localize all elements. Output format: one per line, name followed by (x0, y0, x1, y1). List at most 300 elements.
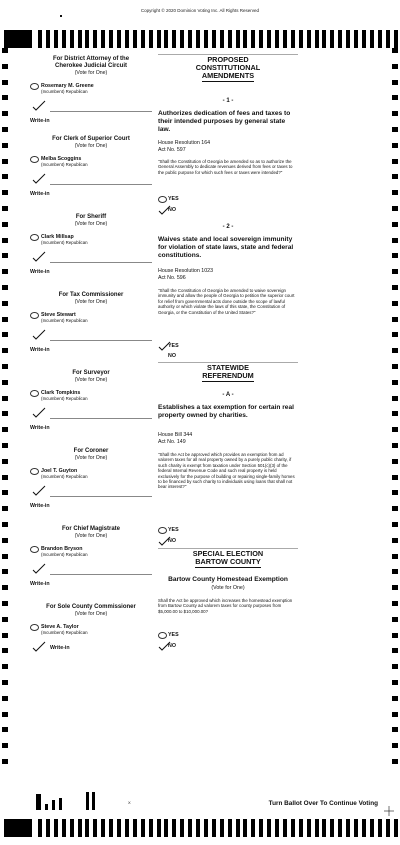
vote-oval[interactable] (30, 156, 39, 163)
timing-mark (164, 819, 168, 837)
answer-no[interactable] (158, 352, 218, 360)
timing-mark (392, 648, 398, 653)
candidate-party: (Incumbent) Republican (41, 630, 88, 635)
timing-mark (2, 159, 8, 164)
timing-mark (180, 30, 184, 48)
timing-mark (117, 30, 121, 48)
timing-mark (93, 30, 97, 48)
timing-mark (392, 285, 398, 290)
copyright-notice: Copyright © 2020 Dominion Voting Inc. All Rights Reserved (140, 8, 260, 13)
timing-mark (392, 143, 398, 148)
ballot-mark: X (128, 800, 131, 805)
timing-mark (85, 30, 89, 48)
timing-mark (172, 819, 176, 837)
timing-mark (299, 30, 303, 48)
candidate-name: Steve Stewart (41, 312, 76, 318)
answer-label: YES (168, 343, 179, 349)
vote-for-label: (Vote for One) (74, 143, 108, 149)
race-title: For Tax Commissioner (58, 292, 124, 298)
timing-mark (204, 30, 208, 48)
writein-label: Write-in (30, 191, 50, 197)
timing-mark (38, 30, 42, 48)
timing-mark (2, 285, 8, 290)
timing-mark (157, 30, 161, 48)
race-title: For Sole County Commissioner (46, 604, 136, 610)
question-title: Waives state and local sovereign immunity for violation of state laws, state and federal constitutions. (158, 236, 294, 259)
race-title: For Chief Magistrate (61, 526, 120, 532)
timing-mark (2, 364, 8, 369)
timing-mark (2, 459, 8, 464)
candidate-name: Rosemary M. Greene (41, 83, 94, 89)
candidate-party: (Incumbent) Republican (41, 552, 88, 557)
answer-label: NO (168, 643, 176, 649)
timing-mark (267, 30, 271, 48)
timing-mark (392, 617, 398, 622)
pen-mark-icon (32, 171, 46, 185)
writein-option[interactable] (30, 94, 152, 118)
id-bar (52, 800, 55, 810)
section-header-line: STATEWIDE (207, 363, 249, 372)
timing-mark (386, 30, 390, 48)
section-header-line: SPECIAL ELECTION (192, 549, 264, 558)
candidate-option[interactable] (30, 468, 152, 479)
candidate-option[interactable] (30, 546, 152, 557)
timing-mark (164, 30, 168, 48)
timing-mark (2, 427, 8, 432)
timing-mark (392, 664, 398, 669)
vote-for-label: (Vote for One) (74, 221, 108, 227)
timing-mark (392, 743, 398, 748)
race-district-attorney (30, 56, 152, 124)
answer-label: YES (168, 632, 179, 638)
timing-mark (291, 30, 295, 48)
timing-mark (2, 601, 8, 606)
bottom-timing-marks (4, 819, 396, 837)
timing-mark (362, 819, 366, 837)
timing-mark (392, 206, 398, 211)
timing-mark (212, 819, 216, 837)
timing-mark (392, 712, 398, 717)
answer-label: NO (168, 207, 176, 213)
right-timing-marks (392, 48, 398, 776)
timing-mark (93, 819, 97, 837)
pen-mark-icon (32, 405, 46, 419)
timing-mark (346, 30, 350, 48)
vote-oval[interactable] (30, 83, 39, 90)
registration-dot (60, 15, 62, 17)
timing-mark (392, 680, 398, 685)
timing-mark (2, 727, 8, 732)
section-header-line: BARTOW COUNTY (195, 557, 261, 566)
id-bar (36, 794, 41, 810)
pen-mark-icon (32, 561, 46, 575)
question-bill: House Resolution 164 (158, 140, 211, 146)
race-sole-county-commissioner (30, 604, 152, 655)
writein-option[interactable] (30, 401, 152, 425)
vote-oval[interactable] (30, 390, 39, 397)
timing-mark (2, 301, 8, 306)
timing-mark (392, 443, 398, 448)
timing-mark (275, 819, 279, 837)
question-number: - A - (222, 392, 234, 398)
question-number: - 1 - (222, 98, 234, 104)
timing-mark (378, 30, 382, 48)
timing-mark (196, 819, 200, 837)
timing-mark (172, 30, 176, 48)
vote-for-label: (Vote for One) (74, 611, 108, 617)
timing-mark (212, 30, 216, 48)
timing-mark (109, 819, 113, 837)
timing-mark (2, 712, 8, 717)
timing-mark (188, 819, 192, 837)
timing-mark (392, 759, 398, 764)
timing-mark (220, 819, 224, 837)
timing-mark (2, 696, 8, 701)
timing-mark (392, 174, 398, 179)
timing-mark (392, 585, 398, 590)
vote-oval[interactable] (30, 312, 39, 319)
timing-mark (2, 490, 8, 495)
left-timing-marks (2, 48, 8, 776)
timing-mark (2, 475, 8, 480)
timing-mark (378, 819, 382, 837)
timing-mark (370, 819, 374, 837)
timing-mark (2, 127, 8, 132)
timing-mark (62, 30, 66, 48)
timing-mark (2, 664, 8, 669)
section-header-line: AMENDMENTS (201, 71, 255, 80)
question-text: "Shall the Constitution of Georgia be amended so as to authorize the General Assembly to dedicate revenues derived from fees or taxes to the public purpose for which such fees or taxes were intended?" (158, 159, 293, 175)
timing-mark (204, 819, 208, 837)
timing-mark (362, 30, 366, 48)
timing-mark (392, 317, 398, 322)
timing-mark (117, 819, 121, 837)
timing-mark (267, 819, 271, 837)
section-header-line: REFERENDUM (202, 371, 254, 380)
candidate-option[interactable] (30, 312, 152, 323)
timing-mark (354, 819, 358, 837)
timing-mark (2, 348, 8, 353)
candidate-name: Joel T. Guyton (41, 468, 78, 474)
candidate-option[interactable] (30, 156, 152, 167)
timing-mark (283, 30, 287, 48)
id-bar (86, 792, 89, 810)
timing-mark (307, 819, 311, 837)
top-timing-marks (4, 30, 396, 48)
timing-mark (188, 30, 192, 48)
timing-mark (78, 819, 82, 837)
timing-mark (101, 819, 105, 837)
timing-mark (338, 819, 342, 837)
race-sheriff (30, 214, 152, 275)
timing-mark (322, 819, 326, 837)
timing-mark (330, 30, 334, 48)
timing-mark (386, 819, 390, 837)
vote-for-label: (Vote for One) (74, 377, 108, 383)
answer-no[interactable] (158, 642, 218, 650)
timing-mark (392, 364, 398, 369)
race-clerk-superior-court (30, 136, 152, 197)
answer-label: NO (168, 538, 176, 544)
question-text: Shall the Act be approved which increases the homestead exemption from Bartow County ad valorem taxes for county purposes from $5,000.00 to $10,000.00? (158, 598, 293, 614)
timing-mark (228, 30, 232, 48)
candidate-name: Clark Millsap (41, 234, 74, 240)
timing-mark (392, 475, 398, 480)
timing-mark (392, 569, 398, 574)
timing-mark (196, 30, 200, 48)
timing-mark (46, 30, 50, 48)
answer-label: NO (168, 353, 176, 359)
question-bill: House Resolution 1023 (158, 268, 214, 274)
race-surveyor (30, 370, 152, 431)
section-header-line: CONSTITUTIONAL (195, 63, 261, 72)
race-title: For Coroner (73, 448, 109, 454)
timing-mark (392, 633, 398, 638)
timing-mark (133, 30, 137, 48)
section-header-amendments (158, 56, 298, 82)
crosshair-icon (384, 806, 394, 816)
timing-mark (392, 238, 398, 243)
timing-mark (392, 127, 398, 132)
timing-mark (2, 80, 8, 85)
timing-mark (315, 819, 319, 837)
vote-oval[interactable] (30, 468, 39, 475)
timing-mark (392, 696, 398, 701)
question-act: Act No. 597 (158, 147, 186, 153)
timing-mark (392, 427, 398, 432)
candidate-option[interactable] (30, 83, 152, 94)
timing-mark (2, 443, 8, 448)
writein-line (50, 574, 152, 575)
candidate-party: (Incumbent) Republican (41, 474, 88, 479)
writein-option[interactable] (30, 323, 152, 347)
timing-mark (251, 819, 255, 837)
writein-line (50, 340, 152, 341)
race-coroner (30, 448, 152, 509)
timing-mark (392, 348, 398, 353)
candidate-name: Melba Scoggins (41, 156, 82, 162)
answer-no[interactable] (158, 206, 218, 214)
timing-mark (2, 633, 8, 638)
timing-mark (315, 30, 319, 48)
race-title: For Sheriff (75, 214, 107, 220)
timing-mark (354, 30, 358, 48)
vote-oval[interactable] (30, 624, 39, 631)
writein-label: Write-in (30, 347, 50, 353)
race-title: For District Attorney of the (52, 56, 130, 62)
timing-mark (291, 819, 295, 837)
timing-mark (392, 190, 398, 195)
timing-mark (392, 301, 398, 306)
timing-mark (2, 190, 8, 195)
timing-mark (70, 819, 74, 837)
answer-label: YES (168, 196, 179, 202)
answer-yes[interactable] (158, 342, 218, 350)
timing-mark (2, 317, 8, 322)
timing-mark (4, 819, 32, 837)
writein-option[interactable] (30, 635, 152, 655)
timing-mark (228, 819, 232, 837)
vote-oval[interactable] (30, 234, 39, 241)
timing-mark (2, 332, 8, 337)
candidate-party: (Incumbent) Republican (41, 318, 88, 323)
question-text: "Shall the Constitution of Georgia be amended to waive sovereign immunity and allow the people of Georgia to petition the superior court for relief from governmental acts done outside the scope of lawful authority or which violate the laws of this state, the Constitution of Georgia, or the Constitution of the United States?" (158, 288, 295, 315)
timing-mark (78, 30, 82, 48)
timing-mark (392, 95, 398, 100)
pen-mark-icon (32, 327, 46, 341)
timing-mark (2, 522, 8, 527)
timing-mark (392, 253, 398, 258)
timing-mark (259, 819, 263, 837)
timing-mark (392, 222, 398, 227)
candidate-name: Steve A. Taylor (41, 624, 79, 630)
timing-mark (307, 30, 311, 48)
timing-mark (2, 538, 8, 543)
writein-option[interactable] (30, 167, 152, 191)
timing-mark (2, 143, 8, 148)
writein-line (50, 111, 152, 112)
timing-mark (392, 48, 398, 53)
timing-mark (101, 30, 105, 48)
timing-mark (2, 569, 8, 574)
timing-mark (275, 30, 279, 48)
answer-no[interactable] (158, 537, 218, 545)
timing-mark (2, 48, 8, 53)
section-header-referendum (158, 364, 298, 382)
question-act: Act No. 596 (158, 275, 186, 281)
timing-mark (125, 30, 129, 48)
race-tax-commissioner (30, 292, 152, 353)
question-text: "Shall the Act be approved which provides an exemption from ad valorem taxes for all real property owned by a purely public charity, if such charity is exempt from taxation under Section 501(c)(3) of the federal Internal Revenue Code and such real property is held exclusively for the purpose of building or repairing single-family homes to be financed by such charity to individuals using loans that shall not bear interest?" (158, 452, 295, 490)
question-number: - 2 - (222, 224, 234, 230)
timing-mark (149, 819, 153, 837)
question-title: Authorizes dedication of fees and taxes to their intended purposes by general state law. (158, 110, 291, 133)
section-header-line: PROPOSED (207, 55, 249, 64)
timing-mark (2, 238, 8, 243)
timing-mark (220, 30, 224, 48)
timing-mark (236, 819, 240, 837)
timing-mark (85, 819, 89, 837)
answer-label: YES (168, 527, 179, 533)
race-chief-magistrate (30, 526, 152, 587)
candidate-option[interactable] (30, 624, 152, 635)
vote-oval[interactable] (30, 546, 39, 553)
question-title: Establishes a tax exemption for certain real property owned by charities. (158, 404, 294, 419)
writein-option[interactable] (30, 557, 152, 581)
question-title: Bartow County Homestead Exemption (168, 576, 288, 583)
writein-line (50, 496, 152, 497)
timing-mark (392, 727, 398, 732)
timing-mark (38, 819, 42, 837)
id-bar (45, 804, 48, 810)
candidate-option[interactable] (30, 234, 152, 245)
timing-mark (2, 585, 8, 590)
writein-label: Write-in (50, 645, 70, 651)
pen-mark-icon (32, 249, 46, 263)
writein-line (50, 418, 152, 419)
timing-mark (392, 80, 398, 85)
timing-mark (109, 30, 113, 48)
timing-mark (180, 819, 184, 837)
question-act: Act No. 149 (158, 439, 186, 445)
timing-mark (392, 411, 398, 416)
candidate-option[interactable] (30, 390, 152, 401)
timing-mark (392, 269, 398, 274)
timing-mark (392, 554, 398, 559)
candidate-name: Brandon Bryson (41, 546, 83, 552)
timing-mark (283, 819, 287, 837)
timing-mark (392, 506, 398, 511)
timing-mark (2, 506, 8, 511)
turn-over-instruction: Turn Ballot Over To Continue Voting (268, 800, 378, 807)
timing-mark (46, 819, 50, 837)
timing-mark (2, 396, 8, 401)
timing-mark (259, 30, 263, 48)
timing-mark (125, 819, 129, 837)
timing-mark (236, 30, 240, 48)
writein-option[interactable] (30, 245, 152, 269)
timing-mark (338, 30, 342, 48)
writein-option[interactable] (30, 479, 152, 503)
candidate-party: (Incumbent) Republican (41, 396, 88, 401)
timing-mark (157, 819, 161, 837)
id-bar (59, 798, 62, 810)
timing-mark (2, 743, 8, 748)
timing-mark (2, 680, 8, 685)
timing-mark (2, 617, 8, 622)
candidate-party: (Incumbent) Republican (41, 162, 88, 167)
timing-mark (330, 819, 334, 837)
timing-mark (2, 253, 8, 258)
timing-mark (243, 30, 247, 48)
timing-mark (299, 819, 303, 837)
vote-for-label: (Vote for One) (74, 70, 108, 76)
timing-mark (2, 111, 8, 116)
timing-mark (2, 174, 8, 179)
timing-mark (2, 648, 8, 653)
timing-mark (394, 30, 398, 48)
timing-mark (141, 819, 145, 837)
pen-mark-icon (32, 639, 46, 653)
timing-mark (243, 819, 247, 837)
timing-mark (2, 95, 8, 100)
timing-mark (392, 459, 398, 464)
vote-for-label: (Vote for One) (211, 585, 245, 591)
timing-mark (2, 554, 8, 559)
timing-mark (54, 819, 58, 837)
candidate-party: (Incumbent) Republican (41, 89, 88, 94)
timing-mark (392, 601, 398, 606)
candidate-party: (Incumbent) Republican (41, 240, 88, 245)
timing-mark (2, 411, 8, 416)
timing-mark (2, 64, 8, 69)
timing-mark (4, 30, 32, 48)
timing-mark (346, 819, 350, 837)
vote-for-label: (Vote for One) (74, 533, 108, 539)
ballot-id-bars (36, 790, 156, 810)
writein-line (50, 262, 152, 263)
timing-mark (392, 522, 398, 527)
race-title: Cherokee Judicial Circuit (54, 63, 128, 69)
timing-mark (54, 30, 58, 48)
timing-mark (133, 819, 137, 837)
writein-label: Write-in (30, 118, 50, 124)
timing-mark (2, 269, 8, 274)
pen-mark-icon (32, 483, 46, 497)
timing-mark (394, 819, 398, 837)
writein-line (50, 184, 152, 185)
timing-mark (62, 819, 66, 837)
